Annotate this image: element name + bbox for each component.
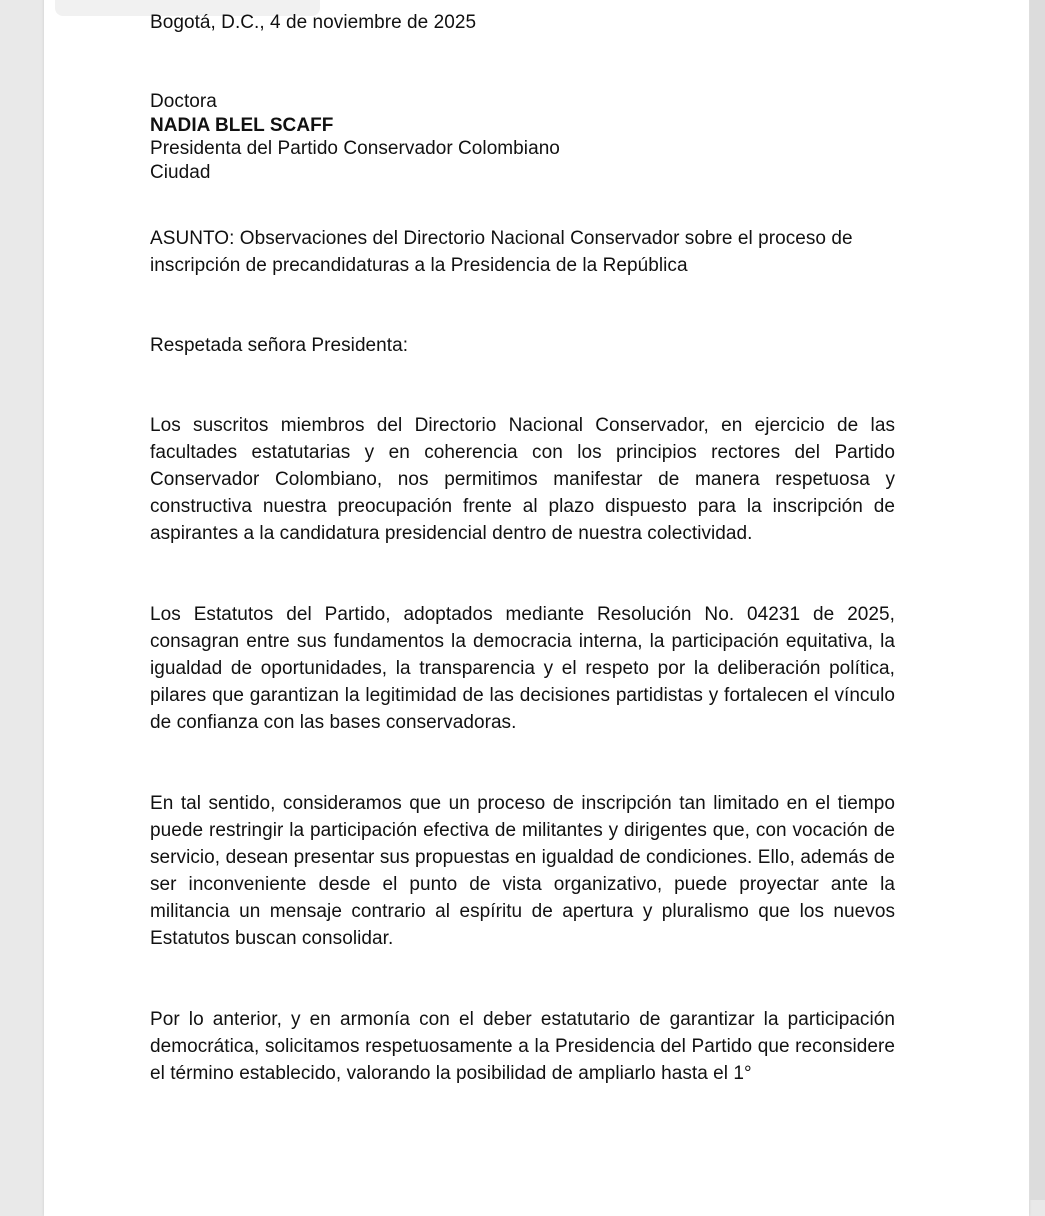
paragraph-1: Los suscritos miembros del Directorio Nacional Conservador, en ejercicio de las facultades estatutarias y en coherencia con los principios rectores del Partido Conservador Colombiano, nos permitimos manifestar de manera respetuosa y constructiva nuestra preocupación frente al plazo dispuesto para la inscripción de aspirantes a la candidatura presidencial dentro de nuestra colectividad. [150, 415, 895, 544]
recipient-position: Presidenta del Partido Conservador Colombiano [150, 138, 560, 159]
recipient-title: Doctora [150, 91, 217, 112]
letter-subject: ASUNTO: Observaciones del Directorio Nacional Conservador sobre el proceso de inscripción de precandidaturas a la Presidencia de la República [150, 228, 853, 276]
recipient-name: NADIA BLEL SCAFF [150, 114, 334, 136]
page-edge-shadow [1030, 0, 1045, 1200]
letter-greeting: Respetada señora Presidenta: [150, 335, 409, 356]
letter-date: Bogotá, D.C., 4 de noviembre de 2025 [150, 12, 477, 33]
paragraph-2: Los Estatutos del Partido, adoptados mediante Resolución No. 04231 de 2025, consagran entre sus fundamentos la democracia interna, la participación equitativa, la igualdad de oportunidades, la transparencia y el respeto por la deliberación política, pilares que garantizan la legitimidad de las decisiones partidistas y fortalecen el vínculo de confianza con las bases conservadoras. [150, 604, 895, 733]
recipient-block [150, 90, 895, 184]
recipient-city: Ciudad [150, 161, 211, 183]
paragraph-3: En tal sentido, consideramos que un proceso de inscripción tan limitado en el tiempo puede restringir la participación efectiva de militantes y dirigentes que, con vocación de servicio, desean presentar sus propuestas en igualdad de condiciones. Ello, además de ser inconveniente desde el punto de vista organizativo, puede proyectar ante la militancia un mensaje contrario al espíritu de apertura y pluralismo que los nuevos Estatutos buscan consolidar. [150, 793, 895, 949]
paragraph-4: Por lo anterior, y en armonía con el deber estatutario de garantizar la participación democrática, solicitamos respetuosamente a la Presidencia del Partido que reconsidere el término establecido, valorando la posibilidad de ampliarlo hasta el 1° [150, 1009, 895, 1084]
